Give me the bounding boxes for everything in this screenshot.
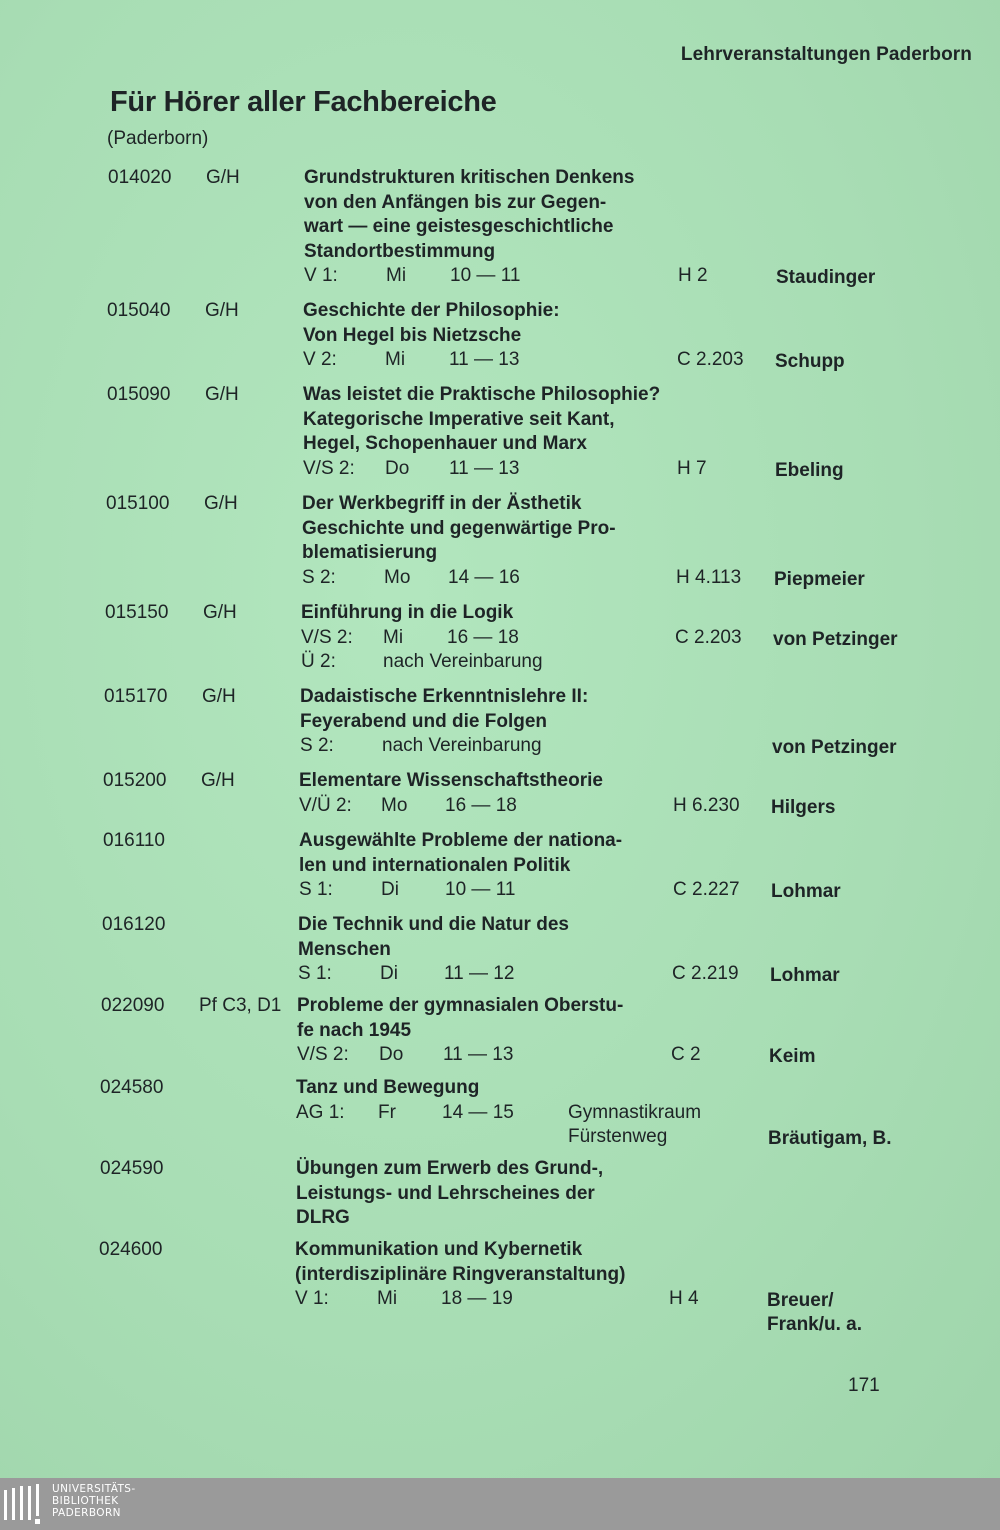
course-number: 024600	[99, 1239, 163, 1260]
course-number: 015100	[106, 493, 170, 514]
course-title: Übungen zum Erwerb des Grund-, Leistungs- und Lehrscheines der DLRG	[296, 1158, 604, 1228]
session-lecturer: Lohmar	[770, 965, 840, 986]
course-session	[303, 457, 983, 482]
session-day: Mo	[384, 566, 411, 588]
session-lecturer: Schupp	[775, 351, 845, 372]
session-time: 11 — 13	[449, 457, 520, 479]
course-body	[303, 299, 983, 373]
session-room: C 2.219	[672, 963, 739, 984]
session-type: V/S 2:	[297, 1044, 349, 1065]
session-time: 10 — 11	[445, 879, 516, 900]
session-room: Gymnastikraum	[568, 1101, 702, 1123]
course-number: 015090	[107, 384, 171, 405]
course-title: Elementare Wissenschaftstheorie	[299, 770, 603, 791]
session-day: Di	[381, 879, 399, 900]
session-time: 14 — 16	[448, 566, 520, 588]
logo-line-1: UNIVERSITÄTS-	[52, 1483, 136, 1495]
course-number: 016110	[103, 830, 165, 851]
course-category: G/H	[204, 493, 238, 514]
session-day: Fr	[378, 1101, 396, 1123]
session-time: 11 — 13	[443, 1044, 514, 1065]
course-category: G/H	[205, 300, 239, 321]
session-lecturer-line-2: Frank/u. a.	[767, 1314, 863, 1335]
session-lecturer: Lohmar	[771, 881, 841, 902]
session-day: Mi	[383, 626, 404, 648]
course-body	[304, 166, 984, 289]
session-type: V/S 2:	[303, 457, 355, 479]
session-lecturer: Bräutigam, B.	[768, 1127, 892, 1149]
session-type: Ü 2:	[301, 651, 336, 672]
session-day: Mi	[385, 349, 406, 370]
session-room: C 2.203	[677, 349, 744, 370]
session-day: nach Vereinbarung	[383, 651, 543, 672]
course-body	[303, 383, 983, 481]
course-category: G/H	[203, 602, 237, 623]
session-day: Di	[380, 963, 398, 984]
session-lecturer: von Petzinger	[773, 628, 898, 650]
course-number: 022090	[101, 995, 165, 1016]
session-day: Do	[379, 1044, 404, 1065]
session-type: S 1:	[299, 879, 333, 900]
course-body	[296, 1157, 976, 1231]
course-title: Die Technik und die Natur des Menschen	[298, 914, 569, 960]
course-session	[298, 962, 978, 987]
session-lecturer: von Petzinger	[772, 737, 897, 758]
course-body	[299, 829, 979, 903]
session-room: H 2	[678, 265, 708, 286]
course-session	[295, 1287, 975, 1335]
course-category: G/H	[202, 686, 236, 707]
section-title: Für Hörer aller Fachbereiche	[110, 86, 497, 118]
session-room: H 4	[669, 1288, 699, 1309]
session-day: nach Vereinbarung	[382, 735, 542, 756]
session-type: V/Ü 2:	[299, 794, 352, 816]
session-time: 11 — 13	[449, 349, 520, 370]
course-title: Kommunikation und Kybernetik (interdisziplinäre Ringveranstaltung)	[295, 1239, 626, 1285]
section-subtitle: (Paderborn)	[107, 128, 209, 149]
course-category: Pf C3, D1	[199, 995, 282, 1016]
course-session	[297, 1043, 977, 1068]
course-title: Was leistet die Praktische Philosophie? Kategorische Imperative seit Kant, Hegel, Schopenhauer und Marx	[303, 384, 661, 454]
course-number: 015150	[105, 602, 169, 623]
session-lecturer: Hilgers	[771, 796, 836, 818]
session-type: V 1:	[304, 265, 338, 286]
course-session	[302, 566, 982, 591]
session-room-line-2: Fürstenweg	[568, 1126, 668, 1147]
session-room: H 4.113	[676, 566, 742, 588]
course-number: 015040	[107, 300, 171, 321]
course-number: 016120	[102, 914, 166, 935]
library-footer	[0, 1478, 1000, 1530]
session-time: 18 — 19	[441, 1288, 513, 1309]
course-body	[300, 685, 980, 759]
course-category: G/H	[201, 770, 235, 791]
logo-line-2: BIBLIOTHEK	[52, 1495, 119, 1507]
course-body	[298, 913, 978, 987]
session-type: S 2:	[300, 735, 334, 756]
course-title: Tanz und Bewegung	[296, 1077, 480, 1098]
course-session	[301, 626, 981, 651]
course-number: 024590	[100, 1158, 164, 1179]
course-body	[297, 994, 977, 1068]
course-body	[295, 1238, 975, 1335]
session-lecturer: Ebeling	[775, 459, 844, 481]
course-body	[296, 1076, 976, 1149]
course-category: G/H	[206, 167, 240, 188]
session-room: C 2	[671, 1044, 701, 1065]
session-day: Mi	[377, 1288, 398, 1309]
session-day: Mi	[386, 265, 407, 286]
course-title: Der Werkbegriff in der Ästhetik Geschichte und gegenwärtige Pro- blematisierung	[302, 493, 616, 563]
session-room: H 6.230	[673, 794, 740, 816]
course-title: Probleme der gymnasialen Oberstu- fe nach 1945	[297, 995, 624, 1041]
session-lecturer: Breuer/	[767, 1290, 834, 1311]
course-number: 014020	[108, 167, 172, 188]
session-time: 16 — 18	[447, 626, 519, 648]
course-session	[304, 264, 984, 289]
course-category: G/H	[205, 384, 239, 405]
session-time: 16 — 18	[445, 794, 517, 816]
course-title: Geschichte der Philosophie: Von Hegel bis Nietzsche	[303, 300, 560, 346]
running-head: Lehrveranstaltungen Paderborn	[680, 44, 972, 65]
session-type: S 2:	[302, 566, 336, 588]
course-session	[299, 794, 979, 819]
logo-line-3: PADERBORN	[52, 1507, 121, 1519]
library-logo-text	[52, 1483, 136, 1519]
course-title: Grundstrukturen kritischen Denkens von den Anfängen bis zur Gegen- wart — eine geistesgeschichtliche Standortbestimmung	[304, 167, 635, 262]
session-time: 14 — 15	[442, 1101, 514, 1123]
course-number: 015200	[103, 770, 167, 791]
session-time: 10 — 11	[450, 265, 521, 286]
course-title: Ausgewählte Probleme der nationa- len und internationalen Politik	[299, 830, 623, 876]
course-session	[300, 734, 980, 759]
session-day: Do	[385, 457, 410, 479]
course-body	[301, 601, 981, 675]
course-number: 024580	[100, 1077, 164, 1098]
session-lecturer: Piepmeier	[774, 568, 865, 590]
course-title: Dadaistische Erkenntnislehre II: Feyerabend und die Folgen	[300, 686, 589, 732]
session-type: V 1:	[295, 1288, 329, 1309]
course-body	[302, 492, 982, 590]
session-type: V 2:	[303, 349, 337, 370]
library-logo-icon	[4, 1484, 48, 1524]
session-type: V/S 2:	[301, 626, 353, 648]
course-session	[301, 650, 981, 675]
session-room: H 7	[677, 457, 707, 479]
course-session	[303, 348, 983, 373]
session-type: S 1:	[298, 963, 332, 984]
course-number: 015170	[104, 686, 168, 707]
session-room: C 2.227	[673, 879, 740, 900]
session-lecturer: Keim	[769, 1046, 816, 1067]
course-session	[296, 1101, 976, 1149]
course-session	[299, 878, 979, 903]
session-room: C 2.203	[675, 626, 742, 648]
session-type: AG 1:	[296, 1101, 345, 1123]
session-time: 11 — 12	[444, 963, 515, 984]
session-lecturer: Staudinger	[776, 267, 876, 288]
page-number: 171	[848, 1375, 880, 1396]
course-body	[299, 769, 979, 818]
course-title: Einführung in die Logik	[301, 602, 514, 623]
session-day: Mo	[381, 794, 408, 816]
